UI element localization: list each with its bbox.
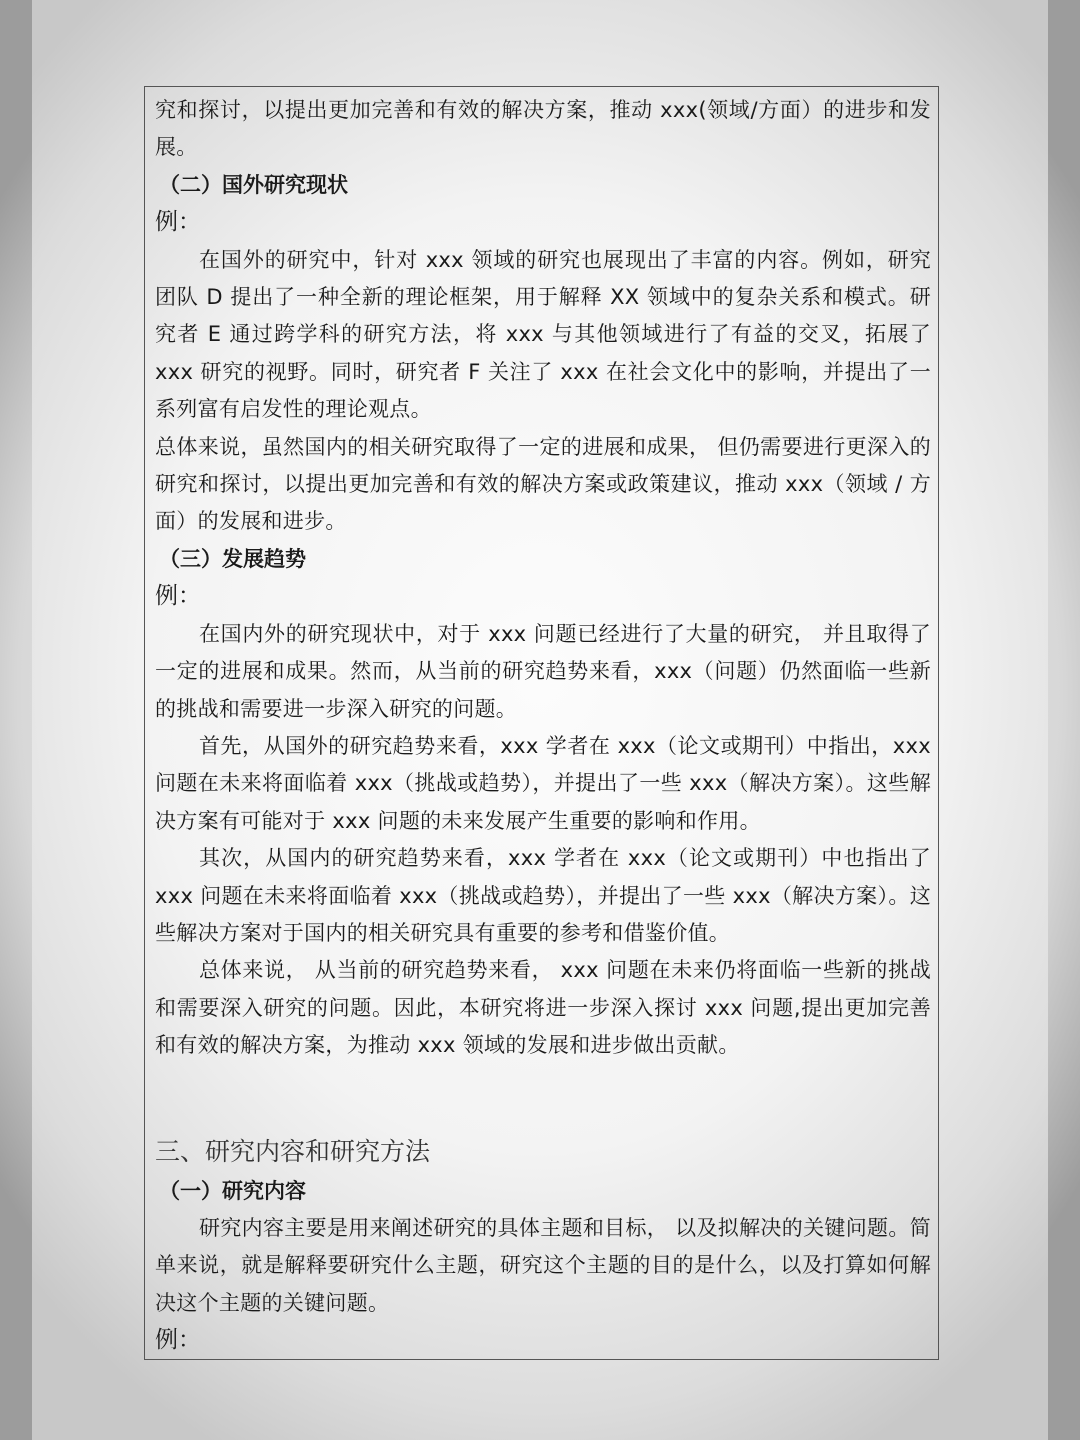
foreign-paragraph-2: 总体来说，虽然国内的相关研究取得了一定的进展和成果， 但仍需要进行更深入的研究和探讨，以提出更加完善和有效的解决方案或政策建议，推动 xxx（领域 / 方面）的发展和进步。 <box>155 434 931 534</box>
trend-example-label: 例： <box>155 583 201 610</box>
foreign-research-heading: （二）国外研究现状 <box>159 172 348 197</box>
trend-heading: （三）发展趋势 <box>159 546 306 571</box>
intro-paragraph: 究和探讨，以提出更加完善和有效的解决方案，推动 xxx(领域/方面）的进步和发展。 <box>155 98 931 160</box>
section-spacer <box>155 1065 931 1131</box>
research-content-paragraph: 研究内容主要是用来阐述研究的具体主题和目标， 以及拟解决的关键问题。简单来说，就是解释要研究什么主题，研究这个主题的目的是什么，以及打算如何解决这个主题的关键问题。 <box>155 1215 931 1315</box>
trend-paragraph-2: 首先，从国外的研究趋势来看，xxx 学者在 xxx（论文或期刊）中指出，xxx 问题在未来将面临着 xxx（挑战或趋势），并提出了一些 xxx（解决方案）。这些解决方案有可能对于 xxx 问题的未来发展产生重要的影响和作用。 <box>155 733 931 833</box>
foreign-example-label: 例： <box>155 209 201 236</box>
research-content-heading: （一）研究内容 <box>159 1178 306 1203</box>
trend-paragraph-4: 总体来说， 从当前的研究趋势来看， xxx 问题在未来仍将面临一些新的挑战和需要深入研究的问题。因此，本研究将进一步深入探讨 xxx 问题,提出更加完善和有效的解决方案，为推动 xxx 领域的发展和进步做出贡献。 <box>155 958 931 1058</box>
document-body <box>155 92 931 1360</box>
trend-paragraph-1: 在国内外的研究现状中，对于 xxx 问题已经进行了大量的研究， 并且取得了一定的进展和成果。然而，从当前的研究趋势来看，xxx（问题）仍然面临一些新的挑战和需要进一步深入研究的问题。 <box>155 621 931 721</box>
foreign-paragraph-1: 在国外的研究中，针对 xxx 领域的研究也展现出了丰富的内容。例如，研究团队 D 提出了一种全新的理论框架，用于解释 XX 领域中的复杂关系和模式。研究者 E 通过跨学科的研究方法，将 xxx 与其他领域进行了有益的交叉，拓展了 xxx 研究的视野。同时，研究者 F 关注了 xxx 在社会文化中的影响，并提出了一系列富有启发性的理论观点。 <box>155 247 931 422</box>
research-content-example-label: 例： <box>155 1327 201 1354</box>
section-three-heading: 三、研究内容和研究方法 <box>155 1136 431 1166</box>
trend-paragraph-3: 其次，从国内的研究趋势来看，xxx 学者在 xxx（论文或期刊）中也指出了 xxx 问题在未来将面临着 xxx（挑战或趋势），并提出了一些 xxx（解决方案）。这些解决方案对于国内的相关研究具有重要的参考和借鉴价值。 <box>155 846 931 945</box>
